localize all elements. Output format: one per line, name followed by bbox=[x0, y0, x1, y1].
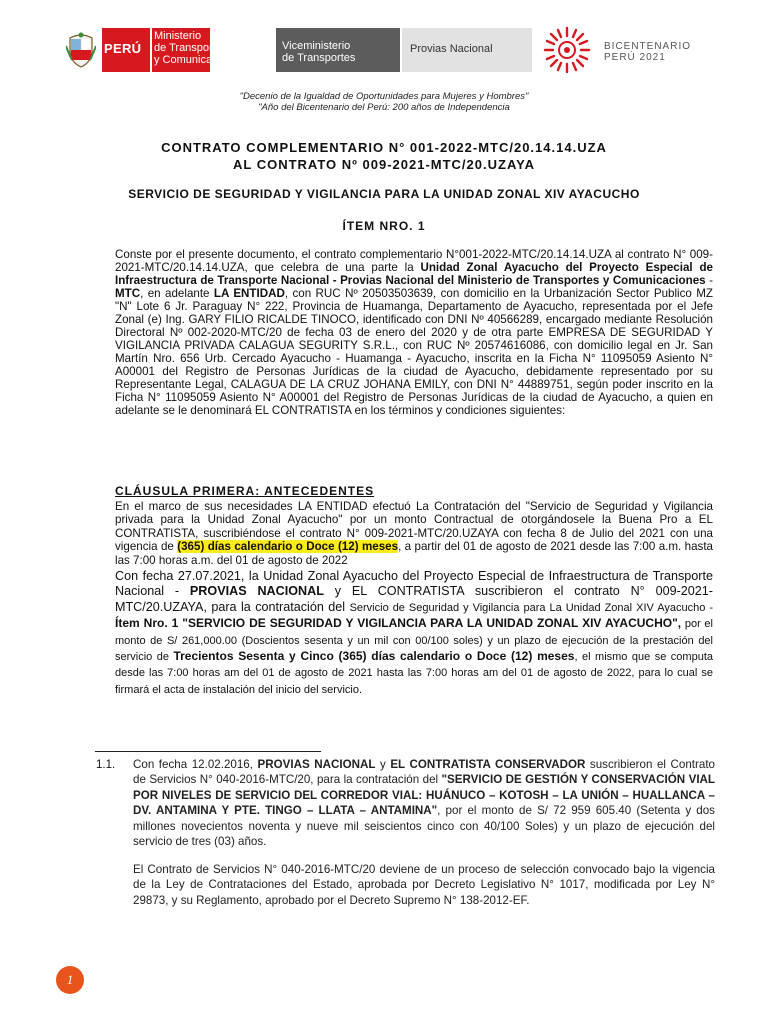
intro-paragraph: Conste por el presente documento, el contrato complementario N°001-2022-MTC/20.14.14.UZA al contrato N° 009-2021-MTC/20.14.14.UZA, que celebra de una parte la Unidad Zonal Ayacucho del Proyecto Especial de Infraestructura de Transporte Nacional - Provias Nacional del Ministerio de Transportes y Comunicaciones - MTC, en adelante LA ENTIDAD, con RUC Nº 20503503639, con domicilio en la Urbanización Sector Publico MZ "N" Lote 6 Jr. Paraguay N° 222, Provincia de Huamanga, Departamento de Ayacucho, representada por el Jefe Zonal (e) Ing. GARY FILIO RICALDE TINOCO, identificado con DNI Nº 40566289, encargado mediante Resolución Directoral Nº 002-2020-MTC/20 de fecha 03 de enero del 2020 y de otra parte EMPRESA DE SEGURIDAD Y VIGILANCIA PRIVADA CALAGUA SEGURITY S.R.L., con RUC Nº 20574616086, con domicilio legal en Jr. San Martín Nro. 656 Urb. Cercado Ayacucho - Huamanga - Ayacucho, inscrita en la Ficha N° 11095059 Asiento N° A00001 del Registro de Personas Jurídicas de la ciudad de Ayacucho, debidamente representado por su Representante Legal, CALAGUA DE LA CRUZ JOHANA EMILY, con DNI N° 44889751, según poder inscrito en la Ficha N° 11095059 Asiento N° A00001 del Registro de Personas Jurídicas de la ciudad de Ayacucho, a quien en adelante se le denominará EL CONTRATISTA en los términos y condiciones siguientes: bbox=[115, 248, 714, 417]
logo-divider bbox=[150, 28, 152, 72]
motto-bicentenario: "Año del Bicentenario del Perú: 200 años de Independencia bbox=[258, 102, 510, 113]
clause-one-paragraph-2: Con fecha 27.07.2021, la Unidad Zonal Ayacucho del Proyecto Especial de Infraestructura de Transporte Nacional - PROVIAS NACIONAL y EL CONTRATISTA suscribieron el contrato N° 009-2021-MTC/20.UZAYA, para la contratación del Servicio de Seguridad y Vigilancia para La Unidad Zonal XIV Ayacucho - Ítem Nro. 1 "SERVICIO DE SEGURIDAD Y VIGILANCIA PARA LA UNIDAD ZONAL XIV AYACUCHO", por el monto de S/ 261,000.00 (Doscientos sesenta y un mil con 00/100 soles) y un plazo de ejecución de la prestación del servicio de Trecientos Sesenta y Cinco (365) días calendario o Doce (12) meses, el mismo que se computa desde las 7:00 horas am del 01 de agosto de 2021 hasta las 7:00 horas am del 01 de agosto de 2022, para lo cual se firmará el acta de instalación del inicio del servicio. bbox=[115, 569, 714, 696]
provias-logo bbox=[402, 28, 532, 72]
viceministry-logo bbox=[276, 28, 400, 72]
ministry-label: Ministerio de Transportes y Comunicaciones bbox=[154, 30, 244, 66]
item-heading: ÍTEM NRO. 1 bbox=[342, 219, 426, 233]
footnote-rule bbox=[95, 751, 321, 752]
contract-title-line1: CONTRATO COMPLEMENTARIO N° 001-2022-MTC/20.14.14.UZA bbox=[161, 140, 607, 155]
clause-one-heading: CLÁUSULA PRIMERA: ANTECEDENTES bbox=[115, 484, 375, 498]
service-subtitle: SERVICIO DE SEGURIDAD Y VIGILANCIA PARA LA UNIDAD ZONAL XIV AYACUCHO bbox=[128, 187, 640, 201]
header-logos bbox=[66, 28, 726, 72]
contract-title-line2: AL CONTRATO Nº 009-2021-MTC/20.UZAYA bbox=[232, 157, 536, 172]
peru-ministry-logo bbox=[102, 28, 244, 72]
bicentenario-emblem-icon bbox=[541, 24, 593, 76]
motto-decenio: "Decenio de la Igualdad de Oportunidades para Mujeres y Hombres" bbox=[239, 91, 529, 102]
peru-coat-of-arms-icon bbox=[66, 32, 96, 68]
footnote-paragraph-2: El Contrato de Servicios N° 040-2016-MTC/20 deviene de un proceso de selección convocado bajo la vigencia de la Ley de Contrataciones del Estado, aprobada por Decreto Legislativo N° 1017, modificada por Ley N° 29873, y su Reglamento, aprobado por el Decreto Supremo N° 138-2012-EF. bbox=[133, 863, 715, 907]
footnote-number: 1.1. bbox=[96, 759, 116, 771]
highlighted-term: (365) días calendario o Doce (12) meses bbox=[177, 540, 399, 554]
footnote-paragraph-1: Con fecha 12.02.2016, PROVIAS NACIONAL y EL CONTRATISTA CONSERVADOR suscribieron el Contrato de Servicios N° 040-2016-MTC/20, para la contratación del "SERVICIO DE GESTIÓN Y CONSERVACIÓN VIAL POR NIVELES DE SERVICIO DEL CORREDOR VIAL: HUÁNUCO – KOTOSH – LA UNIÓN – HUALLANCA – DV. ANTAMINA Y PTE. TINGO – LLATA – ANTAMINA", por el monto de S/ 72 959 605.40 (Setenta y dos millones novecientos noventa y nueve mil seiscientos cinco con 40/100 Soles) y un plazo de ejecución del servicio de tres (03) años. bbox=[133, 758, 715, 849]
provias-label: Provias Nacional bbox=[410, 43, 493, 55]
peru-label: PERÚ bbox=[104, 41, 142, 56]
clause-one-paragraph-1: En el marco de sus necesidades LA ENTIDAD efectuó La Contratación del "Servicio de Seguridad y Vigilancia privada para la Unidad Zonal Ayacucho" por un monto Contractual de otorgándosele la Buena Pro a EL CONTRATISTA, suscribiéndose el contrato N° 009-2021-MTC/20.UZAYA con fecha 8 de Julio del 2021 con una vigencia de (365) días calendario o Doce (12) meses, a partir del 01 de agosto de 2021 desde las 7:00 a.m. hasta las 7:00 horas a.m. del 01 de agosto de 2022 bbox=[115, 500, 714, 567]
page-number-badge: 1 bbox=[56, 966, 84, 994]
viceministry-label: Viceministerio de Transportes bbox=[282, 40, 356, 64]
bicentenario-label: BICENTENARIO PERÚ 2021 bbox=[604, 41, 692, 63]
